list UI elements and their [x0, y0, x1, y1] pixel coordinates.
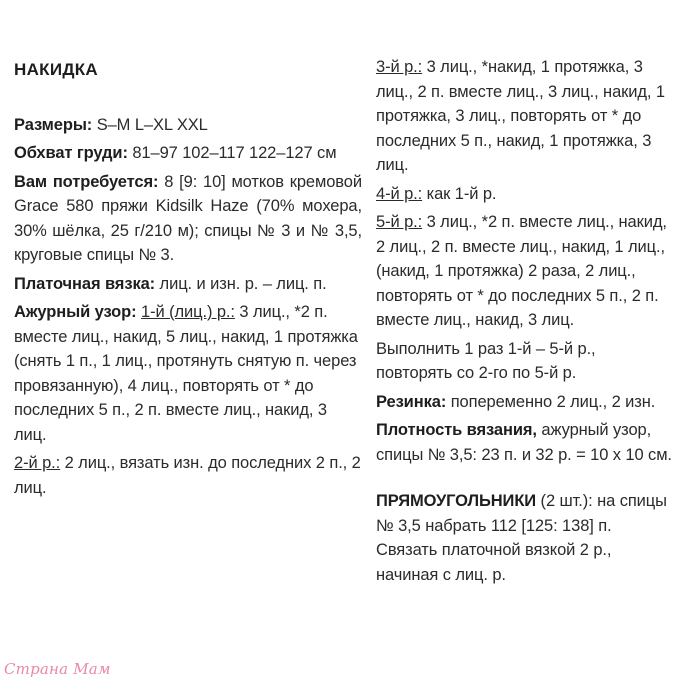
site-watermark: Страна Мам — [4, 660, 111, 678]
lace-row4-label: 4-й р.: — [376, 184, 423, 203]
lace-paragraph — [14, 300, 362, 447]
lace-row2-label: 2-й р.: — [14, 454, 61, 472]
gauge-label: Плотность вязания, — [376, 421, 537, 439]
lace-repeat-paragraph: Выполнить 1 раз 1-й – 5-й р., повторять со 2-го по 5-й р. — [376, 339, 596, 382]
rectangles-label: ПРЯМОУГОЛЬНИКИ — [376, 492, 537, 510]
lace-row5-text: 3 лиц., *2 п. вместе лиц., накид, 2 лиц., 2 п. вместе лиц., накид, 1 лиц., (накид, 1 протяжка) 2 раза, 2 лиц., повторять от * до последних 5 п., 2 п. вместе лиц., накид, 3 лиц. — [376, 213, 667, 329]
gauge-paragraph — [376, 418, 676, 467]
page-title: НАКИДКА — [14, 60, 99, 79]
lace-row2-paragraph — [14, 451, 362, 500]
lace-row1-label: 1-й (лиц.) р.: — [141, 303, 235, 321]
right-column — [376, 55, 676, 591]
lace-row5-paragraph — [376, 210, 676, 333]
sizes-paragraph — [14, 113, 362, 138]
lace-row3-text: 3 лиц., *накид, 1 протяжка, 3 лиц., 2 п. вместе лиц., 3 лиц., накид, 1 протяжка, 3 лиц., повторять от * до последних 5 п., накид, 1 протяжка, 3 лиц. — [376, 58, 665, 174]
rib-label: Резинка: — [376, 392, 447, 411]
lace-row4-paragraph — [376, 182, 676, 207]
chest-text: 81–97 102–117 122–127 см — [127, 144, 337, 162]
garter-text: лиц. и изн. р. – лиц. п. — [155, 274, 327, 293]
garter-paragraph — [14, 272, 362, 297]
section-gap — [376, 471, 676, 489]
rib-paragraph — [376, 390, 676, 415]
lace-row5-label: 5-й р.: — [376, 213, 423, 231]
rib-text: попеременно 2 лиц., 2 изн. — [446, 392, 656, 411]
materials-paragraph — [14, 170, 362, 268]
chest-paragraph — [14, 141, 362, 166]
garter-label: Платочная вязка: — [14, 274, 156, 293]
lace-row1-text: 3 лиц., *2 п. вместе лиц., накид, 5 лиц., накид, 1 протяжка (снять 1 п., 1 лиц., протянуть снятую п. через провязанную), 4 лиц., повторять от * до последних 5 п., 2 п. вместе лиц., накид, 3 лиц. — [14, 303, 358, 444]
lace-label: Ажурный узор: — [14, 303, 137, 321]
chest-label: Обхват груди: — [14, 144, 128, 162]
sizes-label: Размеры: — [14, 115, 93, 134]
materials-label: Вам потребуется: — [14, 172, 159, 191]
left-column — [14, 58, 362, 504]
lace-row2-text: 2 лиц., вязать изн. до последних 2 п., 2 лиц. — [14, 454, 361, 497]
sizes-text: S–M L–XL XXL — [92, 115, 208, 134]
rectangles-text: (2 шт.): на спицы № 3,5 набрать 112 [125: 138] п. Связать платочной вязкой 2 р., начиная с лиц. р. — [376, 492, 667, 584]
lace-row4-text: как 1-й р. — [422, 184, 497, 203]
rectangles-paragraph — [376, 489, 676, 587]
lace-row3-paragraph — [376, 55, 676, 178]
gauge-text: ажурный узор, спицы № 3,5: 23 п. и 32 р. = 10 х 10 см. — [376, 421, 672, 464]
materials-text: 8 [9: 10] мотков кремовой Grace 580 пряжи Kidsilk Haze (70% мохера, 30% шёлка, 25 г/210 м); спицы № 3 и № 3,5, круговые спицы № 3. — [14, 172, 362, 264]
lace-row3-label: 3-й р.: — [376, 58, 423, 76]
